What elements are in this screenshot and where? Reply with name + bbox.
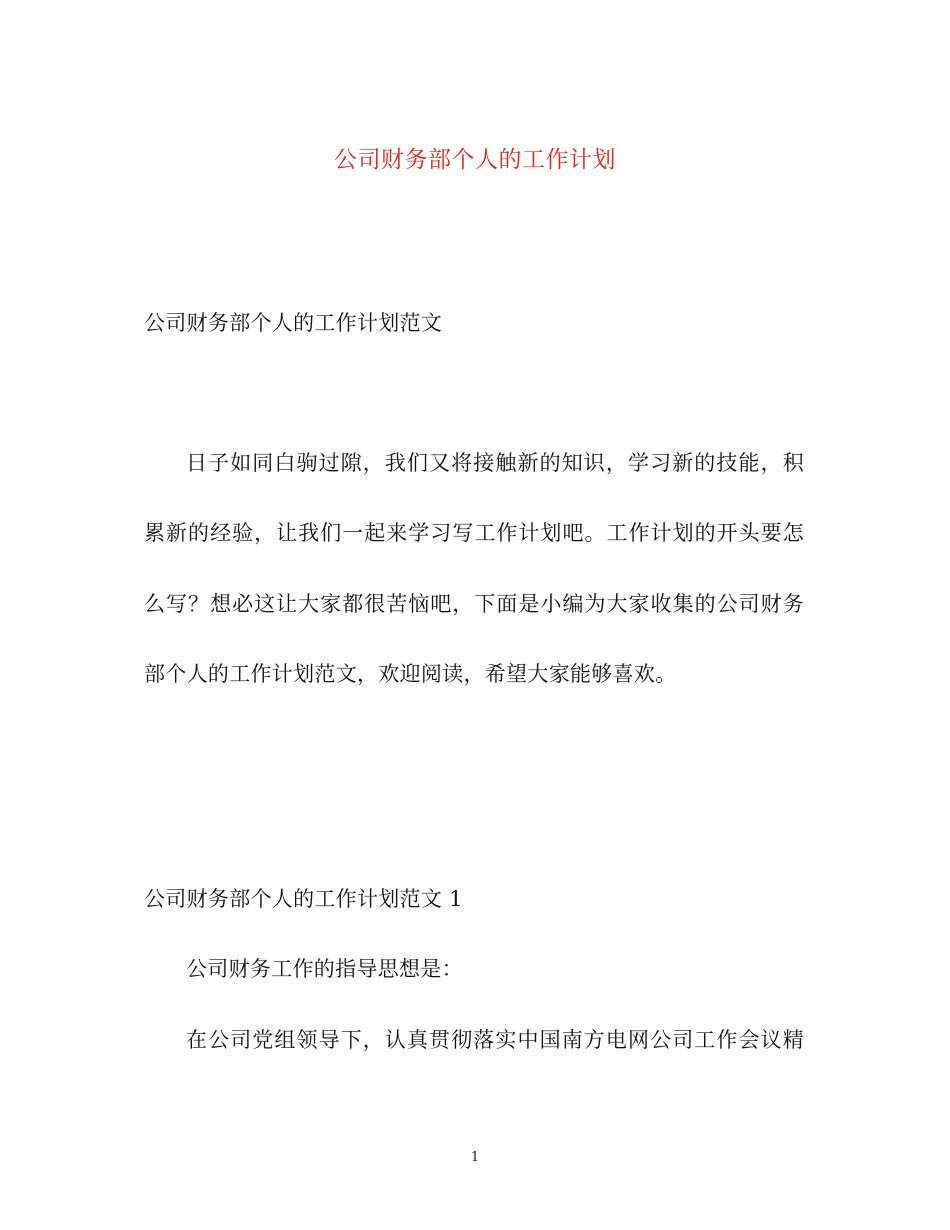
document-title: 公司财务部个人的工作计划 bbox=[334, 147, 616, 173]
intro-paragraph-line: 累新的经验，让我们一起来学习写工作计划吧。工作计划的开头要怎 bbox=[144, 521, 804, 545]
intro-paragraph-line: 部个人的工作计划范文，欢迎阅读，希望大家能够喜欢。 bbox=[144, 662, 677, 686]
section-paragraph-line: 公司财务工作的指导思想是： bbox=[186, 957, 463, 981]
section-paragraph-line: 在公司党组领导下，认真贯彻落实中国南方电网公司工作会议精 bbox=[186, 1028, 804, 1052]
intro-paragraph-line: 么写？想必这让大家都很苦恼吧，下面是小编为大家收集的公司财务 bbox=[144, 592, 804, 616]
section-heading: 公司财务部个人的工作计划范文 1 bbox=[144, 887, 463, 911]
page-number: 1 bbox=[470, 1150, 480, 1165]
intro-paragraph-line: 日子如同白驹过隙，我们又将接触新的知识，学习新的技能，积 bbox=[186, 451, 804, 475]
document-subtitle: 公司财务部个人的工作计划范文 bbox=[144, 311, 443, 335]
